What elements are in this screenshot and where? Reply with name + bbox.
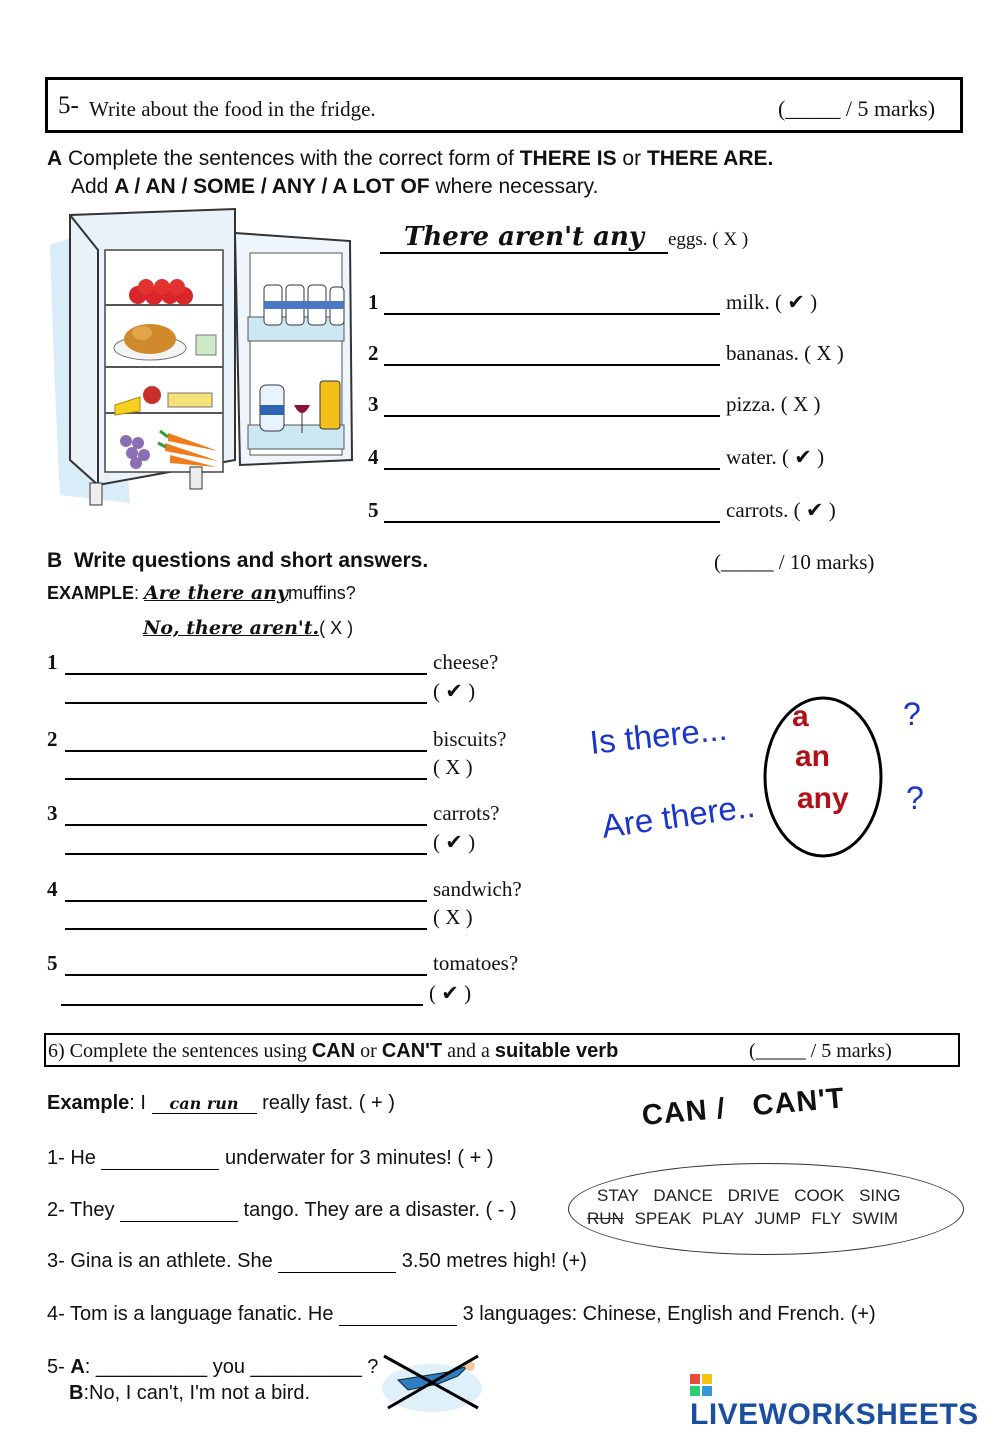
question-line[interactable] — [65, 730, 427, 752]
verb-speak: SPEAK — [634, 1209, 692, 1228]
verb-cook: COOK — [794, 1186, 845, 1205]
sentence-post: 3 languages: Chinese, English and French. (+) — [457, 1303, 876, 1325]
partB-example: EXAMPLE: Are there anymuffins? — [47, 582, 356, 604]
partA-item-3 — [368, 392, 820, 417]
example-pre: : I — [129, 1092, 152, 1114]
partB-example-answer — [143, 617, 353, 639]
sentence-pre: 1- He — [47, 1147, 102, 1169]
or-word: or — [355, 1040, 382, 1062]
is-there-text: Is there... — [588, 709, 729, 761]
partA-example — [380, 222, 748, 254]
sentence-post: 3.50 metres high! (+) — [396, 1250, 587, 1272]
section5-number: 5- — [58, 92, 79, 119]
there-are: THERE ARE. — [646, 147, 774, 170]
an-text: an — [795, 740, 831, 773]
item-word: cheese? — [433, 650, 499, 674]
question-line[interactable] — [65, 954, 427, 976]
answer-line[interactable] — [61, 984, 423, 1006]
verb-swim: SWIM — [851, 1209, 898, 1228]
example-question: Are there any — [144, 582, 289, 604]
fridge-illustration — [50, 205, 360, 510]
there-is: THERE IS — [519, 147, 617, 170]
item-tail: milk. ( ✔ ) — [726, 290, 818, 314]
answer-line[interactable] — [384, 395, 720, 417]
partB-item-4-answer — [65, 905, 473, 930]
partA-line1: Complete the sentences with the correct form of — [68, 147, 520, 170]
answer-line[interactable] — [384, 293, 720, 315]
question-mark-top: ? — [903, 696, 921, 732]
speaker-a-text: : __________ you __________ ? — [84, 1356, 379, 1378]
item-word: biscuits? — [433, 727, 507, 751]
partA-item-1 — [368, 290, 817, 315]
section5-header — [45, 77, 963, 133]
answer-line[interactable] — [65, 833, 427, 855]
item-number: 2 — [47, 727, 58, 751]
partB-item-3-answer — [65, 830, 475, 855]
milk-bottles — [264, 285, 344, 325]
item-word: carrots? — [433, 801, 500, 825]
verb-row-1 — [597, 1186, 901, 1206]
speaker-a: A — [70, 1356, 85, 1378]
item-number: 5 — [47, 951, 58, 975]
verb-sing: SING — [859, 1186, 901, 1205]
verb-dance: DANCE — [653, 1186, 713, 1205]
verb-fly: FLY — [811, 1209, 841, 1228]
item-number: 4 — [47, 877, 58, 901]
example-short-answer: No, there aren't. — [143, 617, 320, 639]
partA-letter: A — [47, 147, 63, 170]
item-tail: carrots. ( ✔ ) — [726, 498, 836, 522]
verb-run: RUN — [587, 1209, 624, 1228]
question-line[interactable] — [65, 653, 427, 675]
partA-item-5 — [368, 498, 836, 523]
answer-line[interactable] — [65, 758, 427, 780]
example-answer-mark: ( X ) — [319, 618, 354, 638]
partB-item-2 — [47, 727, 507, 752]
partB-item-2-answer — [65, 755, 473, 780]
verb-bank — [568, 1163, 964, 1255]
item-number: 1 — [47, 650, 58, 674]
answer-line[interactable] — [384, 344, 720, 366]
partB-letter: B — [47, 549, 63, 572]
item-word: sandwich? — [433, 877, 522, 901]
item-number: 3 — [47, 801, 58, 825]
a-text: a — [792, 700, 809, 733]
partA-instruction — [47, 145, 773, 201]
partB-title — [47, 549, 428, 573]
section5-marks: (_____ / 5 marks) — [778, 96, 936, 121]
sentence-post: tango. They are a disaster. ( - ) — [238, 1199, 517, 1221]
sentence-pre: 3- Gina is an athlete. She — [47, 1250, 279, 1272]
partB-item-1-answer — [65, 679, 475, 704]
item-mark: ( ✔ ) — [433, 679, 476, 703]
verb-stay: STAY — [597, 1186, 639, 1205]
example-tail: eggs. ( X ) — [667, 229, 749, 250]
is-are-there-graphic — [580, 690, 940, 865]
item-tail: water. ( ✔ ) — [726, 445, 825, 469]
cant-word: CAN'T — [381, 1040, 443, 1062]
answer-line[interactable] — [384, 448, 720, 470]
sentence-post: underwater for 3 minutes! ( + ) — [219, 1147, 494, 1169]
answer-line[interactable] — [384, 501, 720, 523]
and-a-text: and a — [442, 1040, 495, 1062]
partB-item-3 — [47, 801, 499, 826]
partB-item-5 — [47, 951, 518, 976]
item-tail: bananas. ( X ) — [726, 341, 844, 365]
any-text: any — [797, 782, 849, 815]
question-mark-bottom: ? — [906, 780, 924, 816]
example-question-tail: muffins? — [288, 583, 356, 603]
s6-sentence-4 — [47, 1303, 876, 1326]
s6-sentence-3 — [47, 1250, 587, 1273]
or-text: or — [616, 147, 647, 170]
answer-blank[interactable] — [101, 1151, 219, 1170]
sentence-pre: 4- Tom is a language fanatic. He — [47, 1303, 340, 1325]
section6-marks: (_____ / 5 marks) — [749, 1040, 892, 1062]
can-word: CAN — [311, 1040, 356, 1062]
speaker-b-text: :No, I can't, I'm not a bird. — [83, 1382, 311, 1404]
question-line[interactable] — [65, 804, 427, 826]
partB-item-5-answer — [61, 981, 471, 1006]
partA-line2-end: where necessary. — [429, 175, 599, 198]
sentence-number: 5- — [47, 1356, 71, 1378]
are-there-text: Are there.. — [599, 786, 758, 845]
partB-marks: (_____ / 10 marks) — [714, 550, 875, 574]
item-number: 2 — [368, 341, 379, 365]
item-number: 3 — [368, 392, 379, 416]
speaker-b: B — [69, 1382, 84, 1404]
partA-item-4 — [368, 445, 824, 470]
partA-item-2 — [368, 341, 844, 366]
item-word: tomatoes? — [433, 951, 519, 975]
verb-row-2 — [587, 1209, 898, 1229]
partB-item-4 — [47, 877, 522, 902]
suitable-verb: suitable verb — [494, 1040, 619, 1062]
item-mark: ( X ) — [433, 905, 473, 929]
can-cant-title: CAN / CAN'T — [640, 1082, 847, 1132]
answer-blank[interactable] — [339, 1307, 457, 1326]
example-label: Example — [47, 1092, 130, 1114]
partA-line2: Add — [71, 175, 115, 198]
sentence-pre: 2- They — [47, 1199, 120, 1221]
item-mark: ( ✔ ) — [433, 830, 476, 854]
section6-header — [44, 1033, 960, 1067]
item-mark: ( X ) — [433, 755, 473, 779]
example-answer: can run — [152, 1094, 257, 1114]
logo-text: LIVEWORKSHEETS — [690, 1398, 979, 1431]
s6-sentence-5 — [47, 1354, 378, 1406]
section5-title: Write about the food in the fridge. — [89, 97, 376, 121]
item-number: 1 — [368, 290, 379, 314]
example-post: really fast. ( + ) — [256, 1092, 395, 1114]
answer-line[interactable] — [65, 682, 427, 704]
answer-blank[interactable] — [120, 1203, 238, 1222]
item-mark: ( ✔ ) — [429, 981, 472, 1005]
s6-sentence-2 — [47, 1199, 517, 1222]
logo-icon — [690, 1372, 714, 1398]
answer-line[interactable] — [65, 908, 427, 930]
verb-drive: DRIVE — [727, 1186, 780, 1205]
item-number: 5 — [368, 498, 379, 522]
partB-item-1 — [47, 650, 498, 675]
section6-title-pre: 6) Complete the sentences using — [48, 1040, 312, 1062]
verb-jump: JUMP — [754, 1209, 801, 1228]
example-answer: There aren't any — [380, 222, 668, 254]
section6-title — [48, 1040, 618, 1063]
verb-play: PLAY — [702, 1209, 744, 1228]
answer-blank[interactable] — [278, 1254, 396, 1273]
example-label: EXAMPLE — [47, 583, 135, 603]
s6-example — [47, 1092, 395, 1115]
articles-list: A / AN / SOME / ANY / A LOT OF — [114, 175, 430, 198]
partB-title-text: Write questions and short answers. — [73, 549, 429, 572]
s6-sentence-1 — [47, 1147, 493, 1170]
item-number: 4 — [368, 445, 379, 469]
question-line[interactable] — [65, 880, 427, 902]
liveworksheets-logo — [690, 1372, 999, 1432]
crossed-flying-man — [378, 1350, 486, 1412]
item-tail: pizza. ( X ) — [726, 392, 821, 416]
